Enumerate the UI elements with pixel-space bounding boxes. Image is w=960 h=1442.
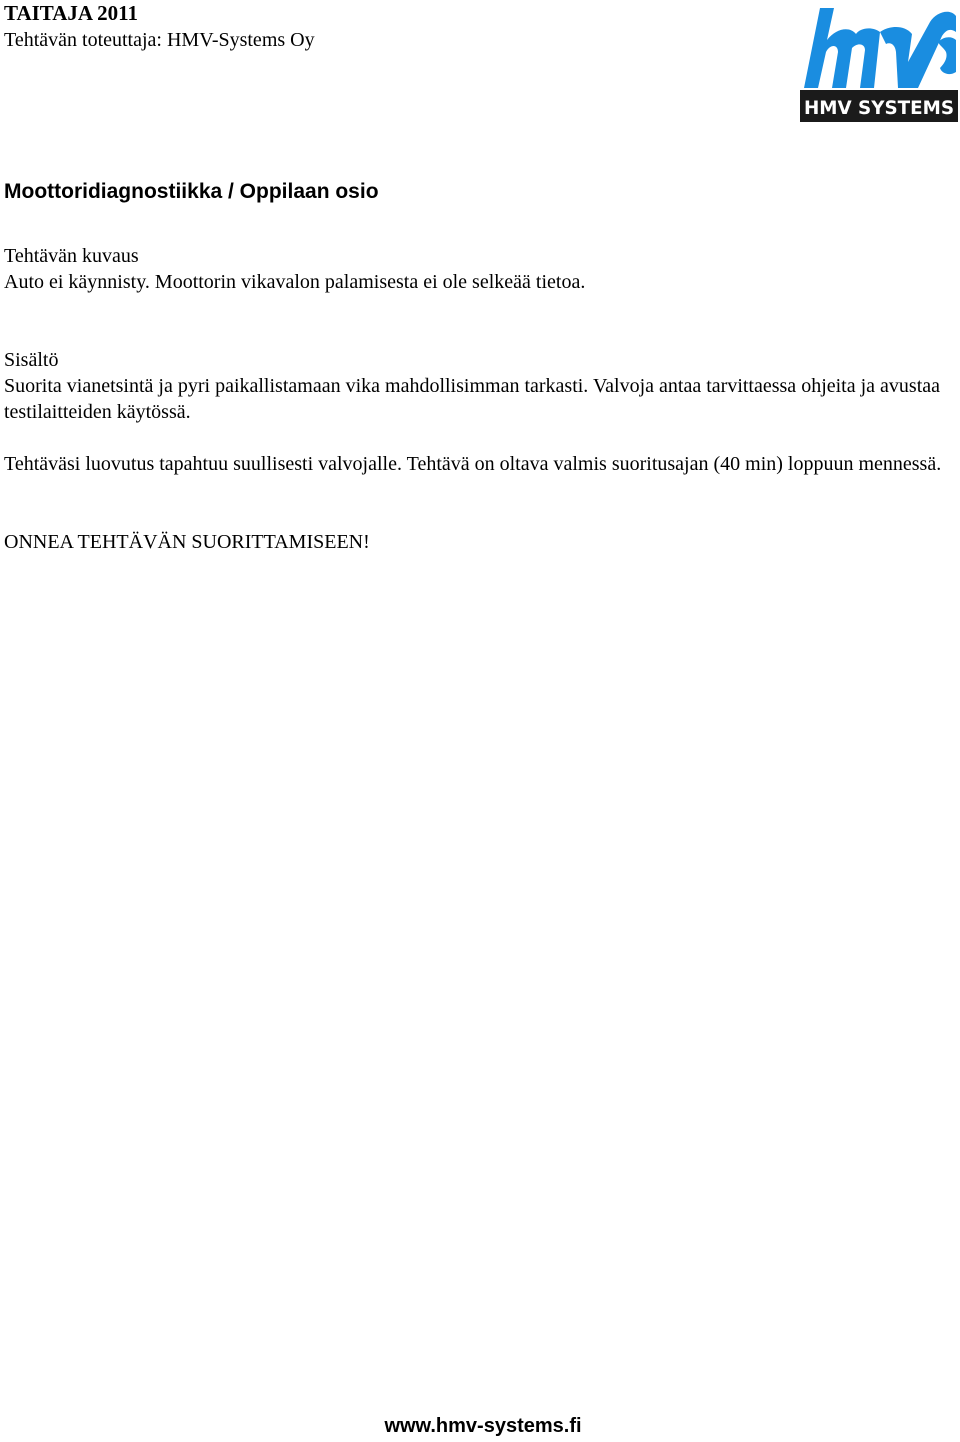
header-subtitle: Tehtävän toteuttaja: HMV-Systems Oy bbox=[4, 29, 315, 51]
description-heading: Tehtävän kuvaus bbox=[4, 245, 139, 267]
content-text: Suorita vianetsintä ja pyri paikallistamaan vika mahdollisimman tarkasti. Valvoja antaa tarvittaessa ohjeita ja avustaa testilaitteiden käytössä. bbox=[4, 375, 941, 423]
logo-text: HMV SYSTEMS bbox=[804, 97, 954, 119]
description-section bbox=[4, 243, 944, 295]
footer-url-link[interactable]: www.hmv-systems.fi bbox=[384, 1415, 582, 1437]
submission-text: Tehtäväsi luovutus tapahtuu suullisesti valvojalle. Tehtävä on oltava valmis suoritusajan (40 min) loppuun mennessä. bbox=[4, 453, 942, 475]
document-title: Moottoridiagnostiikka / Oppilaan osio bbox=[4, 180, 379, 203]
closing-section bbox=[4, 529, 944, 555]
content-heading: Sisältö bbox=[4, 349, 59, 371]
closing-text: ONNEA TEHTÄVÄN SUORITTAMISEEN! bbox=[4, 531, 370, 553]
content-section bbox=[4, 347, 944, 425]
header-title: TAITAJA 2011 bbox=[4, 1, 138, 25]
submission-section bbox=[4, 451, 944, 477]
hmv-systems-logo-icon bbox=[800, 2, 958, 122]
description-text: Auto ei käynnisty. Moottorin vikavalon palamisesta ei ole selkeää tietoa. bbox=[4, 271, 586, 293]
